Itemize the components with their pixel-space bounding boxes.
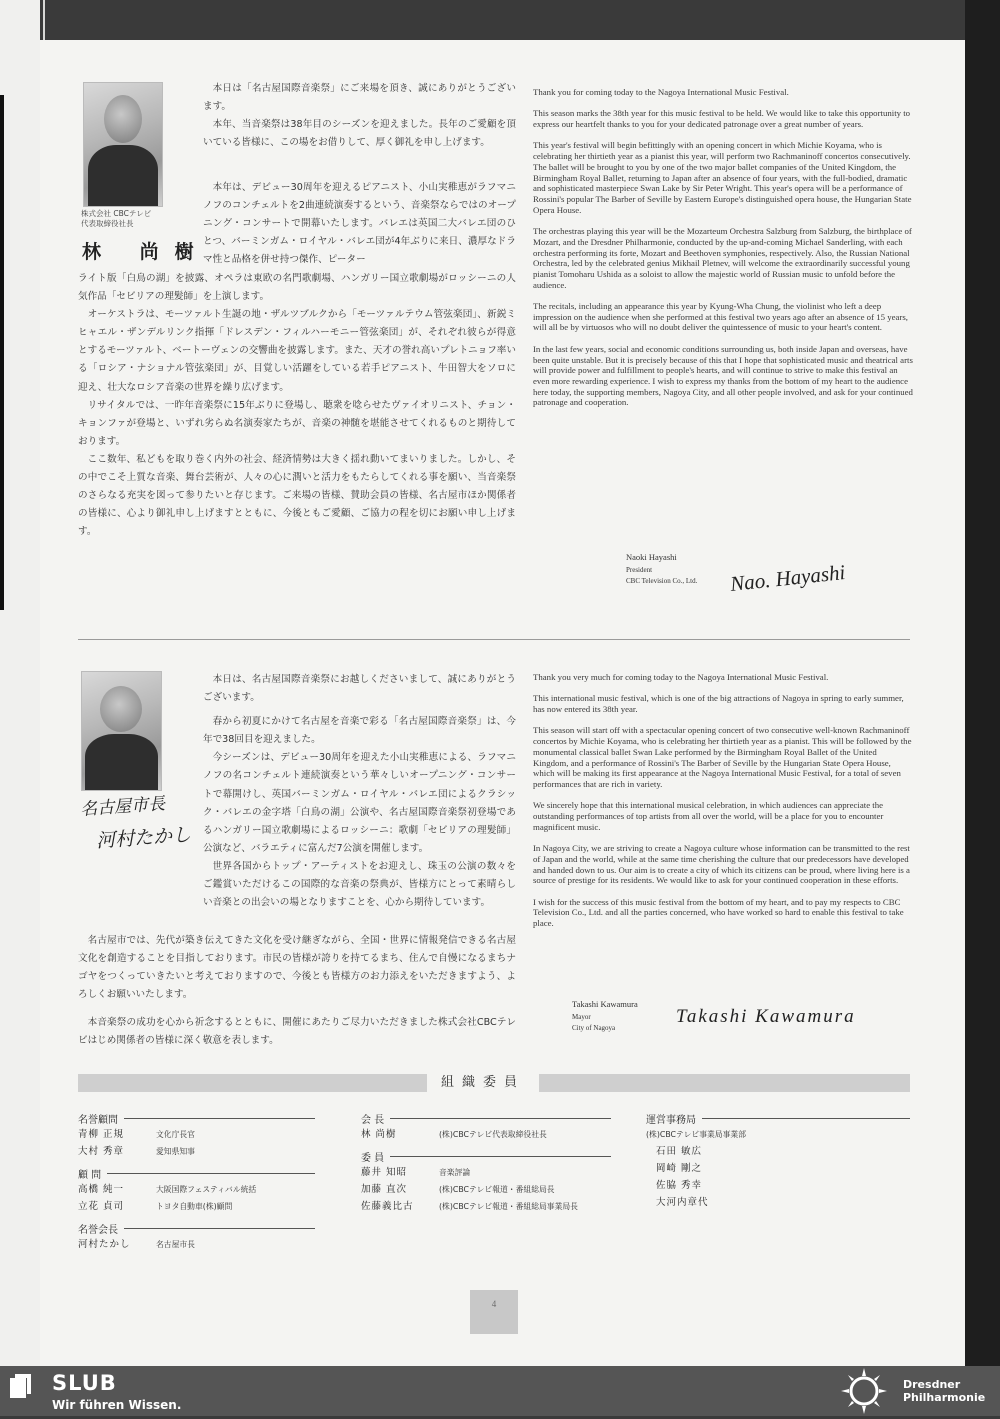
member-row: 藤井 知昭 音楽評論 <box>361 1167 471 1178</box>
booklet-page <box>40 40 965 1366</box>
portrait-photo-hayashi <box>83 82 163 207</box>
en-paragraph: In the last few years, social and economic conditions surrounding us, both inside Japan and overseas, have been quite unstable. But it is precisely because of this that I hope that sophisticated music and theatrical arts will provide power and fulfillment to people's hearts, and will continue to strive to make this festival an even more rewarding experience. I wish to express my thanks from the bottom of my heart to the audience here today, the supporting members, Nagoya City, and all other people involved, and ask for your continued patronage and cooperation. <box>533 343 913 408</box>
signatory2-title: Mayor <box>572 1013 591 1021</box>
scan-edge-mark <box>0 95 4 610</box>
scan-margin-right <box>965 0 1000 1366</box>
office-member: 石田 敏広 <box>656 1146 703 1157</box>
group-office-label: 運営事務局 <box>646 1111 910 1126</box>
office-member: 岡崎 剛之 <box>656 1163 703 1174</box>
en-paragraph: This season marks the 38th year for this music festival to be held. We would like to take this opportunity to express our heartfelt thanks to you for your dedicated patronage over a great number of years. <box>533 108 911 130</box>
slub-tagline: Wir führen Wissen. <box>52 1398 182 1412</box>
jp-paragraph: オーケストラは、モーツァルト生誕の地・ザルツブルクから「モーツァルテウム管弦楽団」、新鋭ミヒャエル・ザンデルリンク指揮「ドレスデン・フィルハーモニー管弦楽団」が、それぞれ彼らが得意とするモーツァルト、ベートーヴェンの交響曲を披露します。また、天才の誉れ高いプレトニョフ率いる「ロシア・ナショナル管弦楽団」が、目覚しい活躍をしている若手ピアニスト、牛田智大をソロに迎え、壮大なロシア音楽の世界を繰り広げます。 <box>78 309 516 393</box>
committee-title: 組織委員 <box>427 1074 539 1092</box>
office-member: 佐脇 秀幸 <box>656 1180 703 1191</box>
handwritten-signature-hayashi: Nao. Hayashi <box>729 560 847 596</box>
caption-company: 株式会社 CBCテレビ <box>81 209 152 218</box>
jp-paragraph: 名古屋市では、先代が築き伝えてきた文化を受け継ぎながら、全国・世界に情報発信できる名古屋文化を創造することを目指しております。市民の皆様が誇りを持てるまち、住んで自慢になるまちナゴヤをつくっていきたいと考えておりますので、今後とも皆様方のお力添えをいただきますよう、よろしくお願いいたします。 <box>78 935 516 1001</box>
en-paragraph: This year's festival will begin befittingly with an opening concert in which Michie Koyama, who is celebrating her thirtieth year as a pianist this year, will perform two Rachmaninoff concertos consecutively. The ballet will be brought to you by one of the two major ballet companies of the United Kingdom, the Birmingham Royal Ballet, returning to Japan after an absence of four years, with the full-bodied, dramatic and sophisticated masterpiece Swan Lake by Sir Peter Wright. This year's opera will be a performance of Rossini's popular The Barber of Seville by Eastern Europe's distinguished opera house, the Hungarian State Opera House. <box>533 140 912 215</box>
scan-margin-left <box>0 0 40 1366</box>
archive-footer-bar <box>0 1366 1000 1416</box>
jp-paragraph: 本音楽祭の成功を心から祈念するとともに、開催にあたりご尽力いただきました株式会社CBCテレビはじめ関係者の皆様に深く敬意を表します。 <box>78 1017 516 1047</box>
committee-col-3 <box>646 1111 910 1211</box>
group-chair-label: 会 長 <box>361 1111 611 1126</box>
member-row: 林 尚樹 (株)CBCテレビ代表取締役社長 <box>361 1129 547 1140</box>
dp-wordmark-line2: Philharmonie <box>903 1391 986 1404</box>
office-member: 大河内章代 <box>656 1197 709 1208</box>
dp-wordmark-line1: Dresdner <box>903 1378 961 1391</box>
committee-col-2 <box>361 1111 611 1215</box>
signatory-org: CBC Television Co., Ltd. <box>626 577 698 585</box>
jp-paragraph: リサイタルでは、一昨年音楽祭に15年ぶりに登場し、聴衆を唸らせたヴァイオリニスト、チョン・キョンファが登場と、いずれ劣らぬ名演奏家たちが、音楽の神髄を堪能させてくれるものと期待しております。 <box>78 399 516 447</box>
name-hayashi-jp: 林 尚樹 <box>82 241 210 263</box>
office-org: (株)CBCテレビ事業局事業部 <box>646 1130 746 1139</box>
greeting2-jp-upper <box>203 671 516 912</box>
greeting-en-upper <box>533 87 913 419</box>
signatory-name: Naoki Hayashi <box>626 552 677 562</box>
en-paragraph: Thank you for coming today to the Nagoya International Music Festival. <box>533 87 789 97</box>
group-honorary-chair-label: 名誉会長 <box>78 1221 315 1236</box>
jp-paragraph: 本年は、デビュー30周年を迎えるピアニスト、小山実稚恵がラフマニノフのコンチェルトを2曲連続演奏するという、音楽祭ならではのオープニング・コンサートで開幕いたします。バレエは英国二大バレエ団のひとつ、バーミンガム・ロイヤル・バレエ団が4年ぶりに来日、濃厚なドラマ性と品格を併せ持つ傑作、ピーター <box>203 182 516 266</box>
jp-paragraph: 世界各国からトップ・アーティストをお迎えし、珠玉の公演の数々をご鑑賞いただけるこの国際的な音楽の祭典が、皆様方にとって素晴らしい音楽との出会いの場となりますことを、心から期待しています。 <box>203 860 516 909</box>
handwritten-signature-kawamura: Takashi Kawamura <box>676 1006 856 1027</box>
signatory-title: President <box>626 566 653 574</box>
handwritten-title-mayor: 名古屋市長 <box>79 794 166 819</box>
en-paragraph: The orchestras playing this year will be the Mozarteum Orchestra Salzburg from Salzburg, the birthplace of Mozart, and the Dresdner Philharmonie, conducted by the up-and-coming Michael Sanderling, with each orchestra performing its forte, Mozart and Beethoven symphonies, respectively. Also, the Russian National Orchestra, led by the celebrated genius Mikhail Pletnev, will welcome the extraordinarily successful young pianist Tomoharu Ushida as a soloist to allow the majestic world of Russian music to unfold before the audience. <box>533 226 912 290</box>
jp-paragraph: ここ数年、私どもを取り巻く内外の社会、経済情勢は大きく揺れ動いてまいりました。しかし、その中でこそ上質な音楽、舞台芸術が、人々の心に潤いと活力をもたらしてくれる事を願い、当音楽祭のさらなる充実を図って参りたいと存じます。ご来場の皆様、賛助会員の皆様、名古屋市ほか関係者の皆様に、心より御礼申し上げますとともに、今後ともご愛顧、ご協力の程を切にお願い申し上げます。 <box>78 453 516 538</box>
committee-col-1 <box>78 1111 315 1253</box>
member-row: 河村たかし 名古屋市長 <box>78 1239 195 1250</box>
portrait-photo-kawamura <box>81 671 162 791</box>
greeting2-en <box>533 672 913 939</box>
dresdner-philharmonie-logo-icon <box>840 1367 888 1415</box>
en-paragraph: I wish for the success of this music festival from the bottom of my heart, and to pay my respects to CBC Television Co., Ltd. and all the parties concerned, who have worked so hard to enable this festival to take place. <box>533 896 904 929</box>
section-divider <box>78 639 910 640</box>
member-row: 大村 秀章 愛知県知事 <box>78 1146 195 1157</box>
group-members-label: 委 員 <box>361 1149 611 1164</box>
en-paragraph: Thank you very much for coming today to the Nagoya International Music Festival. <box>533 672 829 682</box>
slub-logo-icon <box>10 1374 32 1400</box>
group-honorary-advisors-label: 名誉顧問 <box>78 1111 315 1126</box>
member-row: 高橋 純一 大阪国際フェスティバル統括 <box>78 1184 257 1195</box>
en-paragraph: The recitals, including an appearance this year by Kyung-Wha Chung, the violinist who left a deep impression on the audience when she performed at this festival two years ago after an absence of 15 years, will all be by virtuosos who will no doubt deliver the quintessence of music to your heart's content. <box>533 301 908 333</box>
en-paragraph: This international music festival, which is one of the big attractions of Nagoya in spring to early summer, has now entered its 38th year. <box>533 693 904 715</box>
signatory2-org: City of Nagoya <box>572 1024 616 1032</box>
greeting-jp-upper <box>203 80 516 152</box>
slub-wordmark: SLUB <box>52 1371 117 1395</box>
en-paragraph: We sincerely hope that this international musical celebration, in which audiences can appreciate the outstanding performances of top artists from all over the world, will be a place for you to encounter magnificent music. <box>533 800 884 832</box>
en-paragraph: This season will start off with a spectacular opening concert of two consecutive well-known Rachmaninoff concertos by Michie Koyama, who is celebrating her thirtieth year as a pianist. This will be followed by the monumental classical ballet Swan Lake performed by the Birmingham Royal Ballet of the United Kingdom, and a performance of Rossini's The Barber of Seville by the Hungarian State Opera House, which will be making its first appearance at the Nagoya International Music Festival, for a total of seven performances that are rich in variety. <box>533 725 912 789</box>
jp-paragraph: 本日は、名古屋国際音楽祭にお越しくださいまして、誠にありがとうございます。 <box>203 674 516 704</box>
caption-role: 代表取締役社長 <box>81 219 134 228</box>
member-row: 青柳 正規 文化庁長官 <box>78 1129 195 1140</box>
greeting2-jp-lower <box>78 932 516 1051</box>
jp-paragraph: 本年、当音楽祭は38年目のシーズンを迎えました。長年のご愛顧を頂いている皆様に、この場をお借りして、厚く御礼を申し上げます。 <box>203 119 516 149</box>
en-paragraph: In Nagoya City, we are striving to create a Nagoya culture whose information can be transmitted to the rest of Japan and the world, while at the same time cherishing the culture that our predecessors have developed and handed down to us. Our aim is to create a city of which its citizens can be proud, where living here is a source of prestige for its residents. We would like to ask for your continued cooperation in these efforts. <box>533 843 910 886</box>
jp-paragraph: 今シーズンは、デビュー30周年を迎えた小山実稚恵による、ラフマニノフの名コンチェルト連続演奏という華々しいオープニング・コンサートで幕開けし、英国バーミンガム・ロイヤル・バレエ団によるクラシック・バレエの金字塔「白鳥の湖」公演や、名古屋国際音楽祭初登場であるハンガリー国立歌劇場によるロッシーニ：歌劇「セビリアの理髪師」公演など、バラエティに富んだ7公演を開催します。 <box>203 752 516 854</box>
signatory2-name: Takashi Kawamura <box>572 999 638 1009</box>
jp-paragraph: 春から初夏にかけて名古屋を音楽で彩る「名古屋国際音楽祭」は、今年で38回目を迎えました。 <box>203 716 516 746</box>
member-row: 加藤 直次 (株)CBCテレビ報道・番組総局長 <box>361 1184 555 1195</box>
page-number: 4 <box>470 1290 518 1334</box>
handwritten-name-kawamura: 河村たかし <box>95 824 192 853</box>
member-row: 佐藤義比古 (株)CBCテレビ報道・番組総局事業局長 <box>361 1201 578 1212</box>
member-row: 立花 貞司 トヨタ自動車(株)顧問 <box>78 1201 233 1212</box>
jp-paragraph: 本日は「名古屋国際音楽祭」にご来場を頂き、誠にありがとうございます。 <box>203 83 516 113</box>
group-advisors-label: 顧 問 <box>78 1166 315 1181</box>
greeting-jp-lower <box>78 270 516 541</box>
jp-paragraph-continued: ライト版「白鳥の湖」を披露、オペラは東欧の名門歌劇場、ハンガリー国立歌劇場がロッシーニの人気作品「セビリアの理髪師」を上演します。 <box>78 273 516 303</box>
